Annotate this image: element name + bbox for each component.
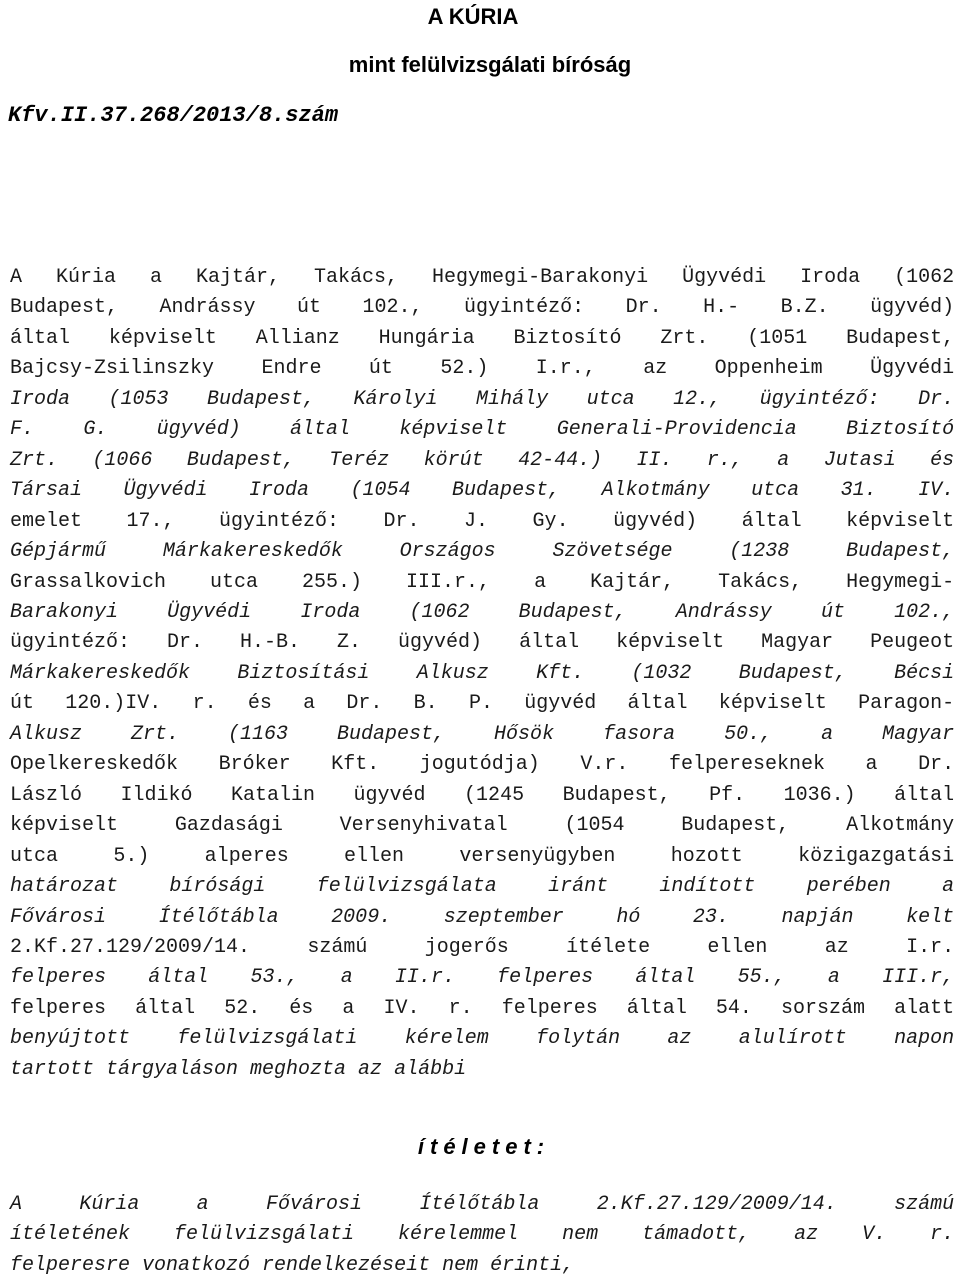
intro-line: A Kúria a Kajtár, Takács, Hegymegi-Barakonyi Ügyvédi Iroda (1062 xyxy=(10,266,955,289)
intro-line: utca 5.) alperes ellen versenyügyben hozott közigazgatási xyxy=(10,844,955,868)
intro-line: Bajcsy-Zsilinszky Endre út 52.) I.r., az Oppenheim Ügyvédi xyxy=(10,357,955,381)
intro-line: F. G. ügyvéd) által képviselt Generali-Providencia Biztosító xyxy=(10,418,955,442)
intro-line: benyújtott felülvizsgálati kérelem folytán az alulírott napon xyxy=(10,1027,955,1051)
intro-paragraph xyxy=(10,263,954,1085)
court-role: mint felülvizsgálati bíróság xyxy=(348,52,632,77)
intro-line: képviselt Gazdasági Versenyhivatal (1054 Budapest, Alkotmány xyxy=(10,814,955,838)
intro-line: Iroda (1053 Budapest, Károlyi Mihály utca 12., ügyintéző: Dr. xyxy=(10,387,955,411)
intro-line: emelet 17., ügyintéző: Dr. J. Gy. ügyvéd) által képviselt xyxy=(10,509,955,533)
intro-line: Grassalkovich utca 255.) III.r., a Kajtár, Takács, Hegymegi- xyxy=(10,570,955,594)
ruling-line: A Kúria a Fővárosi Ítélőtábla 2.Kf.27.129/2009/14. számú xyxy=(10,1193,955,1216)
intro-line: felperes által 53., a II.r. felperes által 55., a III.r, xyxy=(10,966,955,990)
ruling-line: ítéletének felülvizsgálati kérelemmel nem támadott, az V. r. xyxy=(10,1223,955,1247)
verdict-heading: ítéletet: xyxy=(417,1134,551,1159)
intro-line: felperes által 52. és a IV. r. felperes által 54. sorszám alatt xyxy=(10,996,955,1020)
ruling-paragraph xyxy=(10,1190,954,1281)
intro-line: Fővárosi Ítélőtábla 2009. szeptember hó 23. napján kelt xyxy=(10,905,955,929)
intro-line: ügyintéző: Dr. H.-B. Z. ügyvéd) által képviselt Magyar Peugeot xyxy=(10,631,955,655)
intro-line: László Ildikó Katalin ügyvéd (1245 Budapest, Pf. 1036.) által xyxy=(10,783,955,807)
intro-line: út 120.)IV. r. és a Dr. B. P. ügyvéd által képviselt Paragon- xyxy=(10,692,955,716)
intro-line: határozat bírósági felülvizsgálata iránt indított perében a xyxy=(10,875,955,899)
intro-line: Budapest, Andrássy út 102., ügyintéző: Dr. H.- B.Z. ügyvéd) xyxy=(10,296,955,320)
intro-line: tartott tárgyaláson meghozta az alábbi xyxy=(10,1057,467,1081)
intro-line: Márkakereskedők Biztosítási Alkusz Kft. (1032 Budapest, Bécsi xyxy=(10,661,955,685)
intro-line: Alkusz Zrt. (1163 Budapest, Hősök fasora 50., a Magyar xyxy=(10,722,955,746)
intro-line: Barakonyi Ügyvédi Iroda (1062 Budapest, Andrássy út 102., xyxy=(10,600,955,624)
intro-line: Társai Ügyvédi Iroda (1054 Budapest, Alkotmány utca 31. IV. xyxy=(10,479,955,503)
court-name: A KÚRIA xyxy=(427,4,519,29)
intro-line: 2.Kf.27.129/2009/14. számú jogerős ítélete ellen az I.r. xyxy=(10,935,955,959)
case-number: Kfv.II.37.268/2013/8.szám xyxy=(8,103,339,128)
ruling-line: felperesre vonatkozó rendelkezéseit nem érinti, xyxy=(10,1253,575,1277)
intro-line: által képviselt Allianz Hungária Biztosító Zrt. (1051 Budapest, xyxy=(10,326,955,350)
intro-line: Zrt. (1066 Budapest, Teréz körút 42-44.) II. r., a Jutasi és xyxy=(10,448,955,472)
intro-line: Gépjármű Márkakereskedők Országos Szövetsége (1238 Budapest, xyxy=(10,540,955,564)
intro-line: Opelkereskedők Bróker Kft. jogutódja) V.r. felpereseknek a Dr. xyxy=(10,753,955,777)
